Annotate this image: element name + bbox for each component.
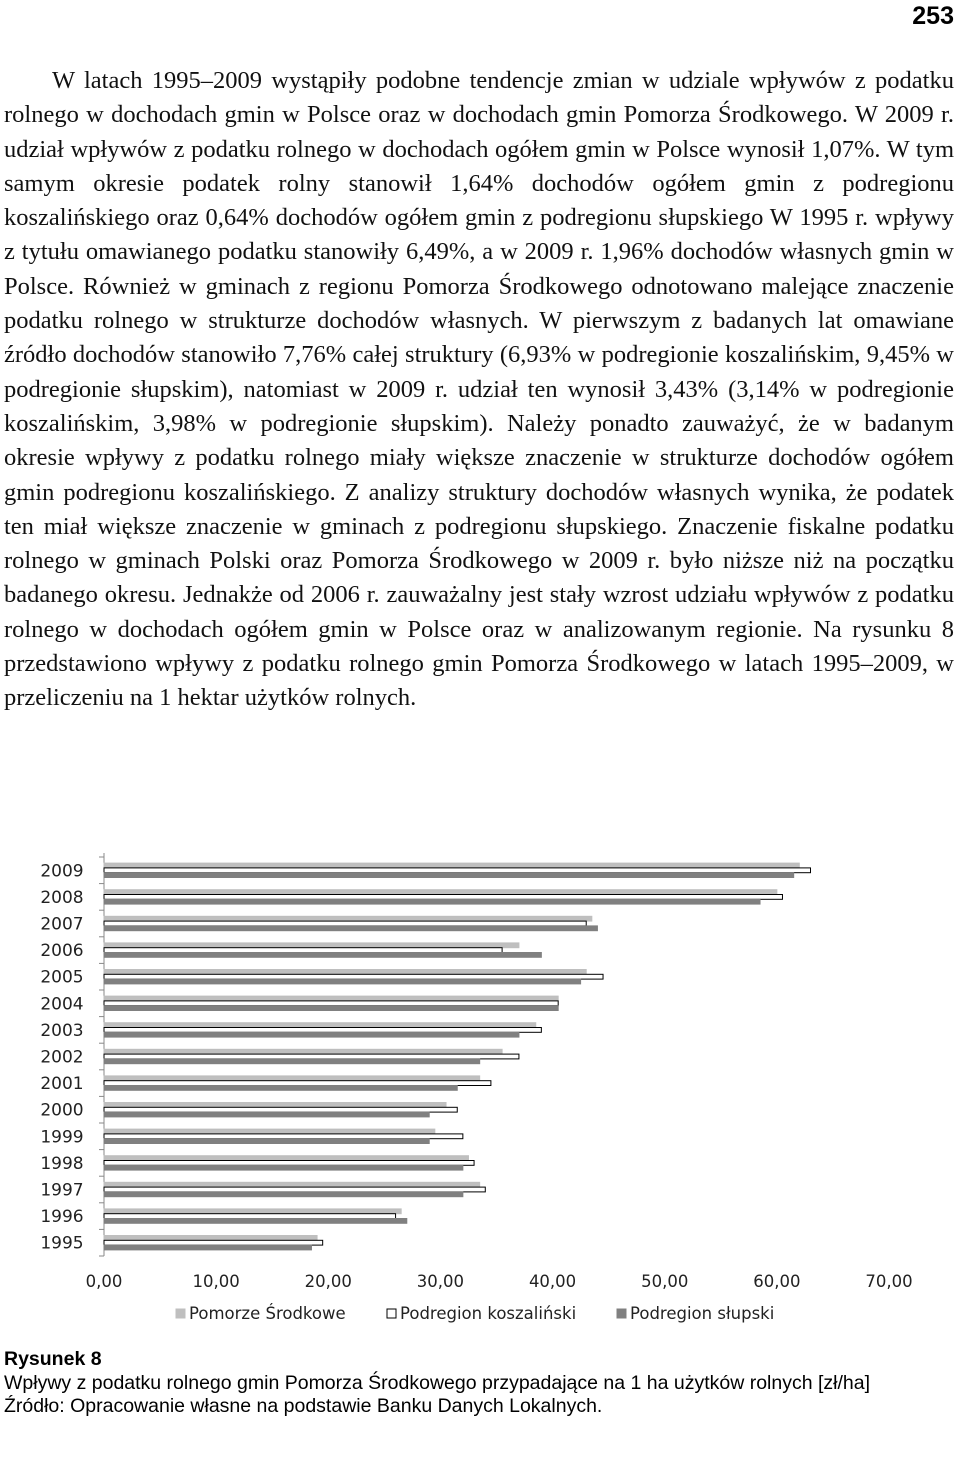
legend-label: Podregion słupski bbox=[630, 1304, 775, 1323]
category-label: 1998 bbox=[40, 1153, 84, 1174]
legend-label: Podregion koszaliński bbox=[400, 1304, 577, 1323]
x-tick-label: 70,00 bbox=[865, 1272, 913, 1291]
category-label: 2002 bbox=[40, 1047, 84, 1068]
category-label: 2007 bbox=[40, 914, 84, 935]
bar bbox=[104, 916, 592, 921]
bar bbox=[104, 1219, 407, 1224]
bar bbox=[104, 1209, 401, 1214]
x-tick-label: 10,00 bbox=[192, 1272, 240, 1291]
bar bbox=[104, 1192, 463, 1197]
bar bbox=[104, 868, 811, 873]
bar bbox=[104, 953, 541, 958]
bar bbox=[104, 921, 586, 926]
bar bbox=[104, 1236, 317, 1241]
bar bbox=[104, 1240, 323, 1245]
bar bbox=[104, 1076, 480, 1081]
bar bbox=[104, 1081, 491, 1086]
bar bbox=[104, 996, 558, 1001]
legend-label: Pomorze Środkowe bbox=[189, 1304, 346, 1323]
category-label: 1997 bbox=[40, 1180, 84, 1201]
bar bbox=[104, 926, 597, 931]
x-tick-label: 60,00 bbox=[753, 1272, 801, 1291]
body-paragraph bbox=[4, 64, 954, 716]
bar bbox=[104, 970, 586, 975]
bar bbox=[104, 1086, 457, 1091]
bar bbox=[104, 895, 782, 900]
bar bbox=[104, 1049, 502, 1054]
bar bbox=[104, 943, 519, 948]
x-tick-label: 20,00 bbox=[304, 1272, 352, 1291]
bar bbox=[104, 1139, 429, 1144]
bar bbox=[104, 974, 603, 979]
category-label: 2006 bbox=[40, 941, 84, 962]
bar bbox=[104, 1023, 536, 1028]
bar bbox=[104, 1006, 558, 1011]
bar bbox=[104, 948, 502, 953]
category-label: 2005 bbox=[40, 967, 84, 988]
category-label: 2008 bbox=[40, 887, 84, 908]
category-label: 1995 bbox=[40, 1233, 84, 1254]
bar bbox=[104, 863, 799, 868]
category-label: 2003 bbox=[40, 1020, 84, 1041]
paragraph-text: W latach 1995–2009 wystąpiły podobne tendencje zmian w udziale wpływów z podatku rolnego w dochodach gmin w Polsce oraz w dochodach gmin Pomorza Środkowego. W 2009 r. udział wpływów z podatku rolnego w dochodach ogółem gmin w Polsce wynosił 1,07%. W tym samym okresie podatek rolny stanowił 1,64% dochodów ogółem gmin z podregionu koszalińskiego oraz 0,64% dochodów ogółem gmin z podregionu słupskiego W 1995 r. wpływy z tytułu omawianego podatku stanowiły 6,49%, a w 2009 r. 1,96% dochodów własnych gmin w Polsce. Również w gminach z regionu Pomorza Środkowego odnotowano malejące znaczenie podatku rolnego w strukturze dochodów własnych. W pierwszym z badanych lat omawiane źródło dochodów stanowiło 7,76% całej struktury (6,93% w podregionie koszalińskim, 9,45% w podregionie słupskim), natomiast w 2009 r. udział ten wynosił 3,43% (3,14% w podregionie koszalińskim, 3,98% w podregionie słupskim). Należy ponadto zauważyć, że w badanym okresie wpływy z podatku rolnego miały większe znaczenie w strukturze dochodów ogółem gmin podregionu koszalińskiego. Z analizy struktury dochodów własnych wynika, że podatek ten miał większe znaczenie w gminach z podregionu słupskiego. Znaczenie fiskalne podatku rolnego w gminach Polski oraz Pomorza Środkowego w 2009 r. było niższe niż na początku badanego okresu. Jednakże od 2006 r. zauważalny jest stały wzrost udziału wpływów z podatku rolnego w dochodach ogółem gmin w Polsce oraz w analizowanym regionie. Na rysunku 8 przedstawiono wpływy z podatku rolnego gmin Pomorza Środkowego w latach 1995–2009, w przeliczeniu na 1 hektar użytków rolnych. bbox=[4, 67, 954, 712]
bar bbox=[104, 899, 760, 904]
page-number: 253 bbox=[912, 2, 954, 30]
bar bbox=[104, 1032, 519, 1037]
category-label: 1999 bbox=[40, 1127, 84, 1148]
x-tick-label: 50,00 bbox=[641, 1272, 689, 1291]
figure-source: Źródło: Opracowanie własne na podstawie Banku Danych Lokalnych. bbox=[4, 1395, 603, 1417]
bar-chart bbox=[0, 845, 960, 1335]
figure-title: Wpływy z podatku rolnego gmin Pomorza Środkowego przypadające na 1 ha użytków rolnych [zł/ha] bbox=[4, 1371, 871, 1394]
x-tick-label: 30,00 bbox=[416, 1272, 465, 1291]
bar bbox=[104, 979, 581, 984]
category-label: 2009 bbox=[40, 861, 84, 882]
bar bbox=[104, 1161, 474, 1166]
bar bbox=[104, 1245, 311, 1250]
figure-caption bbox=[4, 1348, 959, 1419]
bar bbox=[104, 890, 777, 895]
bar bbox=[104, 1165, 463, 1170]
bar bbox=[104, 1028, 541, 1033]
category-label: 2004 bbox=[40, 994, 84, 1015]
bar bbox=[104, 1054, 519, 1059]
category-label: 2000 bbox=[40, 1100, 84, 1121]
bar bbox=[104, 1059, 480, 1064]
x-tick-label: 0,00 bbox=[85, 1272, 123, 1291]
bar bbox=[104, 1134, 463, 1139]
x-tick-label: 40,00 bbox=[528, 1272, 577, 1291]
category-label: 2001 bbox=[40, 1074, 84, 1095]
bar bbox=[104, 1103, 446, 1108]
bar bbox=[104, 1156, 468, 1161]
bar bbox=[104, 1214, 396, 1219]
legend-swatch bbox=[387, 1309, 396, 1318]
figure-label: Rysunek 8 bbox=[4, 1348, 102, 1370]
category-label: 1996 bbox=[40, 1207, 84, 1228]
legend-swatch bbox=[176, 1309, 185, 1318]
bar bbox=[104, 1107, 457, 1112]
bar bbox=[104, 1187, 485, 1192]
bar bbox=[104, 1129, 435, 1134]
bar bbox=[104, 873, 794, 878]
legend-swatch bbox=[617, 1309, 626, 1318]
bar bbox=[104, 1112, 429, 1117]
bar bbox=[104, 1182, 480, 1187]
bar bbox=[104, 1001, 558, 1006]
